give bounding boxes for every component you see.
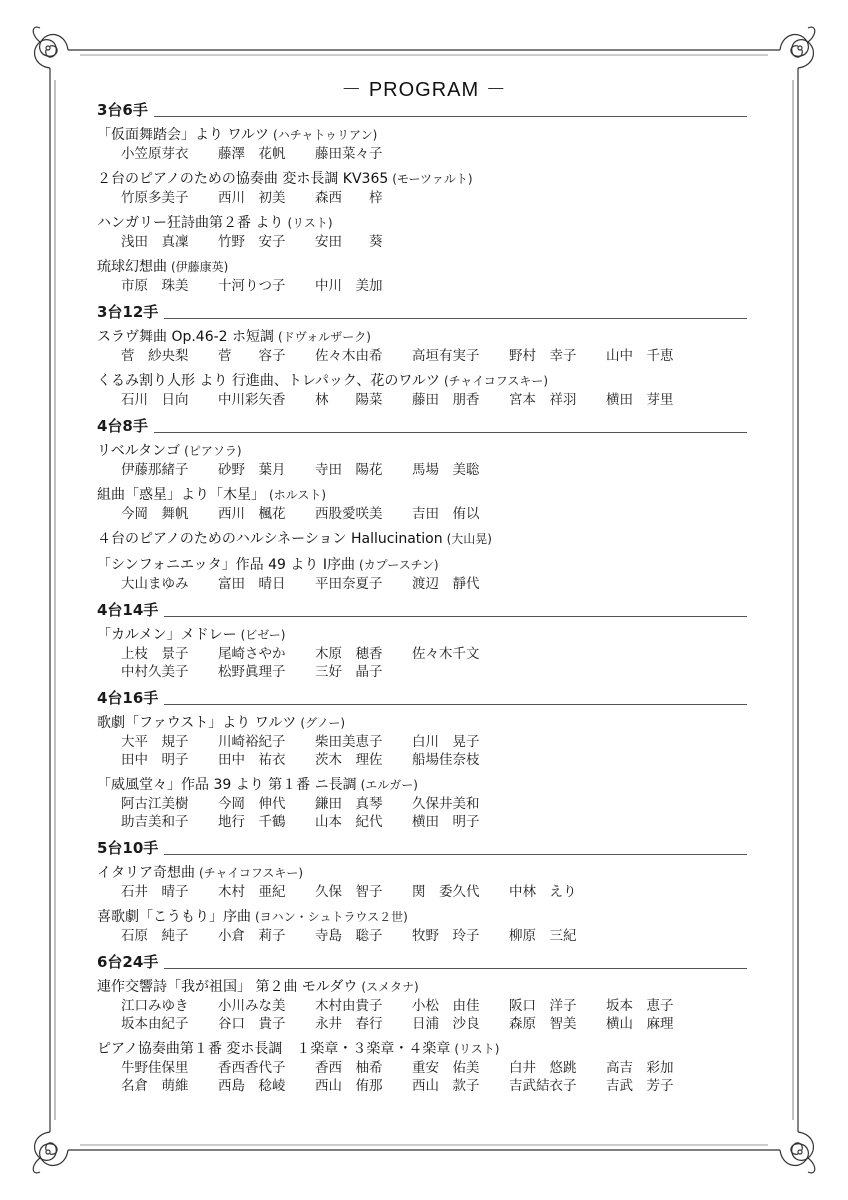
program-piece xyxy=(97,714,747,769)
section-rule xyxy=(97,968,747,969)
performer-name: 馬場 美聡 xyxy=(412,462,480,478)
performer-name: 松野眞理子 xyxy=(218,664,286,680)
piece-name: 「威風堂々」作品 39 より 第１番 ニ長調 xyxy=(97,777,357,793)
piece-name: リベルタンゴ xyxy=(97,443,181,459)
performer-name: 阪口 洋子 xyxy=(509,998,577,1014)
performer-name: 牧野 玲子 xyxy=(412,928,480,944)
performer-name: 香西香代子 xyxy=(218,1060,286,1076)
performer-name: 鎌田 真琴 xyxy=(315,796,383,812)
piece-name: 喜歌劇「こうもり」序曲 xyxy=(97,909,251,925)
performer-name: 竹野 安子 xyxy=(218,234,286,250)
performer-name: 横山 麻理 xyxy=(606,1016,674,1032)
section-rule xyxy=(97,432,747,433)
piece-title xyxy=(97,776,747,795)
performer-name: 菅 紗央梨 xyxy=(121,348,189,364)
performer-row xyxy=(97,883,747,901)
section-label: 4台14手 xyxy=(97,600,164,620)
performer-name: 名倉 萌維 xyxy=(121,1078,189,1094)
section-label: 4台8手 xyxy=(97,416,154,436)
program-piece xyxy=(97,908,747,945)
performer-name: 渡辺 靜代 xyxy=(412,576,480,592)
section-header xyxy=(97,100,747,120)
performer-name: 藤田 朋香 xyxy=(412,392,480,408)
performer-name: 今岡 舞帆 xyxy=(121,506,189,522)
performer-row xyxy=(97,461,747,479)
performer-name: 藤澤 花帆 xyxy=(218,146,286,162)
performer-name: 西川 楓花 xyxy=(218,506,286,522)
composer-name: (リスト) xyxy=(287,216,333,230)
program-section xyxy=(97,952,747,1095)
composer-name: (ヨハン・シュトラウス２世) xyxy=(255,910,408,924)
performer-name: 宮本 祥羽 xyxy=(509,392,577,408)
performer-name: 高吉 彩加 xyxy=(606,1060,674,1076)
piece-title xyxy=(97,442,747,461)
performer-name: 吉武結衣子 xyxy=(509,1078,577,1094)
performer-name: 白川 晃子 xyxy=(412,734,480,750)
piece-title xyxy=(97,170,747,189)
performer-name: 小笠原芽衣 xyxy=(121,146,189,162)
performer-name: 森西 梓 xyxy=(315,190,383,206)
performer-name: 野村 幸子 xyxy=(509,348,577,364)
program-piece xyxy=(97,126,747,163)
performer-name: 柴田美恵子 xyxy=(315,734,383,750)
performer-name: 西山 侑那 xyxy=(315,1078,383,1094)
performer-name: 船場佳奈枝 xyxy=(412,752,480,768)
performer-name: 吉武 芳子 xyxy=(606,1078,674,1094)
performer-row xyxy=(97,813,747,831)
performer-name: 小川みな美 xyxy=(218,998,286,1014)
performer-name: 上枝 景子 xyxy=(121,646,189,662)
performer-name: 藤田菜々子 xyxy=(315,146,383,162)
performer-name: 伊藤那緒子 xyxy=(121,462,189,478)
section-header xyxy=(97,952,747,972)
performer-name: 寺田 陽花 xyxy=(315,462,383,478)
performer-name: 牛野佳保里 xyxy=(121,1060,189,1076)
program-piece xyxy=(97,372,747,409)
performer-row xyxy=(97,733,747,751)
performer-name: 石原 純子 xyxy=(121,928,189,944)
composer-name: (ドヴォルザーク) xyxy=(278,330,371,344)
performer-name: 横田 明子 xyxy=(412,814,480,830)
section-header xyxy=(97,688,747,708)
performer-name: 木原 穂香 xyxy=(315,646,383,662)
program-piece xyxy=(97,170,747,207)
performer-row xyxy=(97,575,747,593)
piece-name: 琉球幻想曲 xyxy=(97,259,167,275)
performer-name: 地行 千鶴 xyxy=(218,814,286,830)
performer-name: 白井 悠跳 xyxy=(509,1060,577,1076)
program-piece xyxy=(97,864,747,901)
section-label: 4台16手 xyxy=(97,688,164,708)
piece-name: 「仮面舞踏会」より ワルツ xyxy=(97,127,270,143)
performer-row xyxy=(97,1059,747,1077)
performer-name: 久保 智子 xyxy=(315,884,383,900)
performer-name: 中村久美子 xyxy=(121,664,189,680)
composer-name: (ビゼー) xyxy=(240,628,286,642)
composer-name: (ホルスト) xyxy=(269,488,327,502)
section-label: 6台24手 xyxy=(97,952,164,972)
performer-name: 田中 祐衣 xyxy=(218,752,286,768)
performer-name: 西川 初美 xyxy=(218,190,286,206)
piece-name: 「カルメン」メドレー xyxy=(97,627,237,643)
piece-title xyxy=(97,372,747,391)
piece-title xyxy=(97,126,747,145)
piece-title xyxy=(97,556,747,575)
piece-title xyxy=(97,864,747,883)
program-section xyxy=(97,600,747,681)
performer-name: 川崎裕紀子 xyxy=(218,734,286,750)
section-rule xyxy=(97,116,747,117)
piece-name: ４台のピアノのためのハルシネーション Hallucination xyxy=(97,531,443,547)
performer-name: 砂野 葉月 xyxy=(218,462,286,478)
performer-row xyxy=(97,189,747,207)
composer-name: (大山晃) xyxy=(446,532,492,546)
section-label: 5台10手 xyxy=(97,838,164,858)
program-piece xyxy=(97,486,747,523)
performer-name: 佐々木由希 xyxy=(315,348,383,364)
performer-row xyxy=(97,997,747,1015)
performer-name: 菅 容子 xyxy=(218,348,286,364)
performer-name: 関 委久代 xyxy=(412,884,480,900)
program-section xyxy=(97,100,747,295)
performer-row xyxy=(97,751,747,769)
performer-name: 助吉美和子 xyxy=(121,814,189,830)
performer-name: 中川 美加 xyxy=(315,278,383,294)
performer-row xyxy=(97,145,747,163)
piece-name: スラヴ舞曲 Op.46-2 ホ短調 xyxy=(97,329,275,345)
performer-name: 木村 亜紀 xyxy=(218,884,286,900)
performer-name: 香西 柚希 xyxy=(315,1060,383,1076)
performer-name: 小倉 莉子 xyxy=(218,928,286,944)
section-header xyxy=(97,302,747,322)
section-rule xyxy=(97,854,747,855)
piece-name: 組曲「惑星」より「木星」 xyxy=(97,487,265,503)
piece-name: 連作交響詩「我が祖国」 第２曲 モルダウ xyxy=(97,979,358,995)
performer-name: 永井 春行 xyxy=(315,1016,383,1032)
performer-name: 大平 規子 xyxy=(121,734,189,750)
performer-name: 横田 芽里 xyxy=(606,392,674,408)
program-piece xyxy=(97,556,747,593)
section-rule xyxy=(97,616,747,617)
performer-name: 日浦 沙良 xyxy=(412,1016,480,1032)
composer-name: (モーツァルト) xyxy=(392,172,473,186)
performer-name: 吉田 侑以 xyxy=(412,506,480,522)
piece-title xyxy=(97,486,747,505)
performer-name: 久保井美和 xyxy=(412,796,480,812)
composer-name: (リスト) xyxy=(454,1042,500,1056)
piece-title xyxy=(97,978,747,997)
piece-name: ピアノ協奏曲第１番 変ホ長調 １楽章・３楽章・４楽章 xyxy=(97,1041,451,1057)
performer-name: 石川 日向 xyxy=(121,392,189,408)
performer-name: 田中 明子 xyxy=(121,752,189,768)
piece-title xyxy=(97,908,747,927)
performer-name: 富田 晴日 xyxy=(218,576,286,592)
piece-name: イタリア奇想曲 xyxy=(97,865,195,881)
composer-name: (グノー) xyxy=(300,716,346,730)
performer-name: 森原 智美 xyxy=(509,1016,577,1032)
program-section xyxy=(97,688,747,831)
piece-title xyxy=(97,258,747,277)
performer-name: 石井 晴子 xyxy=(121,884,189,900)
performer-row xyxy=(97,347,747,365)
piece-title xyxy=(97,626,747,645)
performer-name: 大山まゆみ xyxy=(121,576,189,592)
piece-title xyxy=(97,714,747,733)
piece-name: 歌劇「ファウスト」より ワルツ xyxy=(97,715,297,731)
program-list xyxy=(97,100,747,1102)
section-header xyxy=(97,600,747,620)
piece-name: ハンガリー狂詩曲第２番 より xyxy=(97,215,284,231)
section-label: 3台6手 xyxy=(97,100,154,120)
performer-row xyxy=(97,391,747,409)
program-piece xyxy=(97,442,747,479)
performer-name: 谷口 貴子 xyxy=(218,1016,286,1032)
performer-name: 木村由貴子 xyxy=(315,998,383,1014)
performer-name: 今岡 伸代 xyxy=(218,796,286,812)
program-piece xyxy=(97,328,747,365)
performer-name: 尾崎さやか xyxy=(218,646,286,662)
performer-name: 竹原多美子 xyxy=(121,190,189,206)
performer-name: 林 陽菜 xyxy=(315,392,383,408)
performer-name: 坂本由紀子 xyxy=(121,1016,189,1032)
performer-row xyxy=(97,505,747,523)
composer-name: (チャイコフスキー) xyxy=(199,866,304,880)
program-piece xyxy=(97,626,747,681)
section-header xyxy=(97,416,747,436)
section-label: 3台12手 xyxy=(97,302,164,322)
performer-name: 西山 款子 xyxy=(412,1078,480,1094)
program-piece xyxy=(97,1040,747,1095)
performer-row xyxy=(97,233,747,251)
program-piece xyxy=(97,214,747,251)
piece-title xyxy=(97,214,747,233)
performer-name: 中林 えり xyxy=(509,884,577,900)
piece-title xyxy=(97,530,747,549)
section-rule xyxy=(97,704,747,705)
performer-row xyxy=(97,1077,747,1095)
performer-row xyxy=(97,795,747,813)
performer-name: 山中 千恵 xyxy=(606,348,674,364)
piece-name: 「シンフォニエッタ」作品 49 より Ⅰ序曲 xyxy=(97,557,355,573)
performer-name: 浅田 真凜 xyxy=(121,234,189,250)
performer-name: 平田奈夏子 xyxy=(315,576,383,592)
performer-row xyxy=(97,663,747,681)
performer-name: 西股愛咲美 xyxy=(315,506,383,522)
program-piece xyxy=(97,258,747,295)
composer-name: (ハチャトゥリアン) xyxy=(273,128,378,142)
composer-name: (スメタナ) xyxy=(361,980,419,994)
performer-name: 阿古江美樹 xyxy=(121,796,189,812)
page-title: － PROGRAM － xyxy=(341,79,507,101)
performer-name: 中川彩矢香 xyxy=(218,392,286,408)
performer-name: 江口みゆき xyxy=(121,998,189,1014)
performer-name: 市原 珠美 xyxy=(121,278,189,294)
composer-name: (伊藤康英) xyxy=(171,260,229,274)
program-section xyxy=(97,302,747,409)
composer-name: (ピアソラ) xyxy=(184,444,242,458)
performer-name: 坂本 恵子 xyxy=(606,998,674,1014)
performer-name: 重安 佑美 xyxy=(412,1060,480,1076)
performer-row xyxy=(97,277,747,295)
performer-name: 寺島 聡子 xyxy=(315,928,383,944)
performer-name: 茨木 理佐 xyxy=(315,752,383,768)
performer-row xyxy=(97,1015,747,1033)
piece-name: ２台のピアノのための協奏曲 変ホ長調 KV365 xyxy=(97,171,389,187)
section-rule xyxy=(97,318,747,319)
composer-name: (エルガー) xyxy=(360,778,418,792)
performer-name: 三好 晶子 xyxy=(315,664,383,680)
program-section xyxy=(97,838,747,945)
program-piece xyxy=(97,978,747,1033)
section-header xyxy=(97,838,747,858)
composer-name: (チャイコフスキー) xyxy=(443,374,548,388)
performer-name: 柳原 三紀 xyxy=(509,928,577,944)
program-section xyxy=(97,416,747,593)
performer-row xyxy=(97,645,747,663)
program-piece xyxy=(97,530,747,549)
performer-name: 山本 紀代 xyxy=(315,814,383,830)
performer-name: 十河りつ子 xyxy=(218,278,286,294)
piece-title xyxy=(97,328,747,347)
performer-name: 佐々木千文 xyxy=(412,646,480,662)
performer-name: 安田 葵 xyxy=(315,234,383,250)
composer-name: (カプースチン) xyxy=(358,558,439,572)
piece-name: くるみ割り人形 より 行進曲、トレパック、花のワルツ xyxy=(97,373,440,389)
performer-name: 小松 由佳 xyxy=(412,998,480,1014)
performer-row xyxy=(97,927,747,945)
performer-name: 高垣有実子 xyxy=(412,348,480,364)
piece-title xyxy=(97,1040,747,1059)
performer-name: 西島 稔崚 xyxy=(218,1078,286,1094)
program-piece xyxy=(97,776,747,831)
